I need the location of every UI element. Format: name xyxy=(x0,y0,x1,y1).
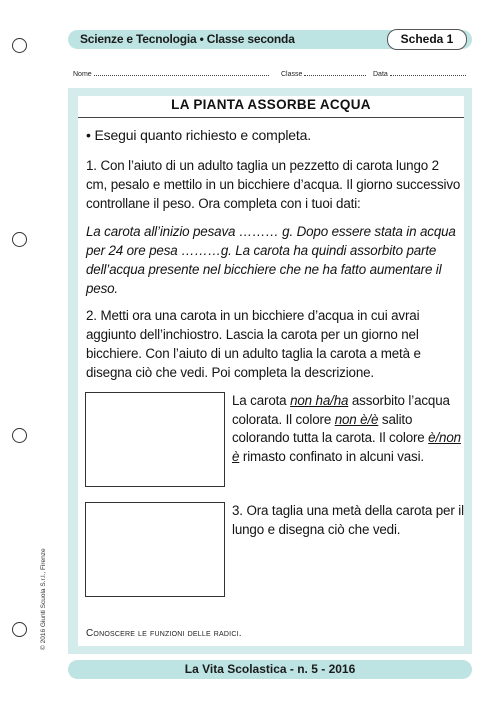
footer-bar: La Vita Scolastica - n. 5 - 2016 xyxy=(68,660,472,679)
instruction: • Esegui quanto richiesto e completa. xyxy=(86,127,312,143)
title-divider xyxy=(78,117,464,118)
task-3: 3. Ora taglia una metà della carota per il lungo e disegna ciò che vedi. xyxy=(232,503,464,537)
header-subject: Scienze e Tecnologia • Classe seconda xyxy=(80,32,295,46)
desc-text-2: assorbito l’acqua colorata. Il colore xyxy=(232,393,450,427)
header-bar xyxy=(68,30,472,49)
binder-hole-1 xyxy=(12,38,27,53)
worksheet-title: LA PIANTA ASSORBE ACQUA xyxy=(171,97,371,112)
drawing-box-1[interactable] xyxy=(85,392,225,487)
binder-hole-4 xyxy=(12,622,27,637)
task-2: 2. Metti ora una carota in un bicchiere d’acqua in cui avrai aggiunto dell’inchiostro. Lascia la carota per un giorno nel bicchiere. Con l’aiuto di un adulto taglia la carota a metà e disegna ciò che vedi. Poi completa la descrizione. xyxy=(86,308,421,380)
desc-text-1: La carota xyxy=(232,393,291,408)
binder-hole-3 xyxy=(12,428,27,443)
desc-text-3: salito colorando tutta la carota. Il colore xyxy=(232,411,429,445)
date-blank[interactable] xyxy=(390,70,466,76)
date-field[interactable] xyxy=(373,70,466,78)
binder-hole-2 xyxy=(12,232,27,247)
task-1-fill-in: La carota all’inizio pesava ……… g. Dopo essere stata in acqua per 24 ore pesa ………g. La carota ha quindi assorbito parte dell’acqua presente nel bicchiere che ne ha fatto aumentare il peso. xyxy=(86,224,456,296)
desc-choice-1[interactable]: non ha/ha xyxy=(290,393,349,408)
drawing-box-2[interactable] xyxy=(85,502,225,597)
worksheet-tab: Scheda 1 xyxy=(387,29,467,50)
desc-choice-3[interactable]: è/non è xyxy=(232,430,461,464)
class-label: Classe xyxy=(281,71,303,78)
task-1: 1. Con l’aiuto di un adulto taglia un pezzetto di carota lungo 2 cm, pesalo e mettilo in un bicchiere d’acqua. Il giorno successivo controllane il peso. Ora completa con i tuoi dati: xyxy=(86,158,461,211)
copyright-note: © 2016 Giunti Scuola S.r.l., Firenze xyxy=(40,548,47,650)
date-label: Data xyxy=(373,71,388,78)
learning-objective: Conoscere le funzioni delle radici. xyxy=(86,628,242,639)
name-blank[interactable] xyxy=(94,70,269,76)
description-fill-in xyxy=(232,392,464,466)
desc-choice-2[interactable]: non è/è xyxy=(334,411,379,427)
desc-text-4: rimasto confinato in alcuni vasi. xyxy=(239,448,425,464)
class-blank[interactable] xyxy=(304,70,366,76)
name-label: Nome xyxy=(73,71,92,78)
name-field[interactable] xyxy=(73,70,269,78)
class-field[interactable] xyxy=(281,70,366,78)
